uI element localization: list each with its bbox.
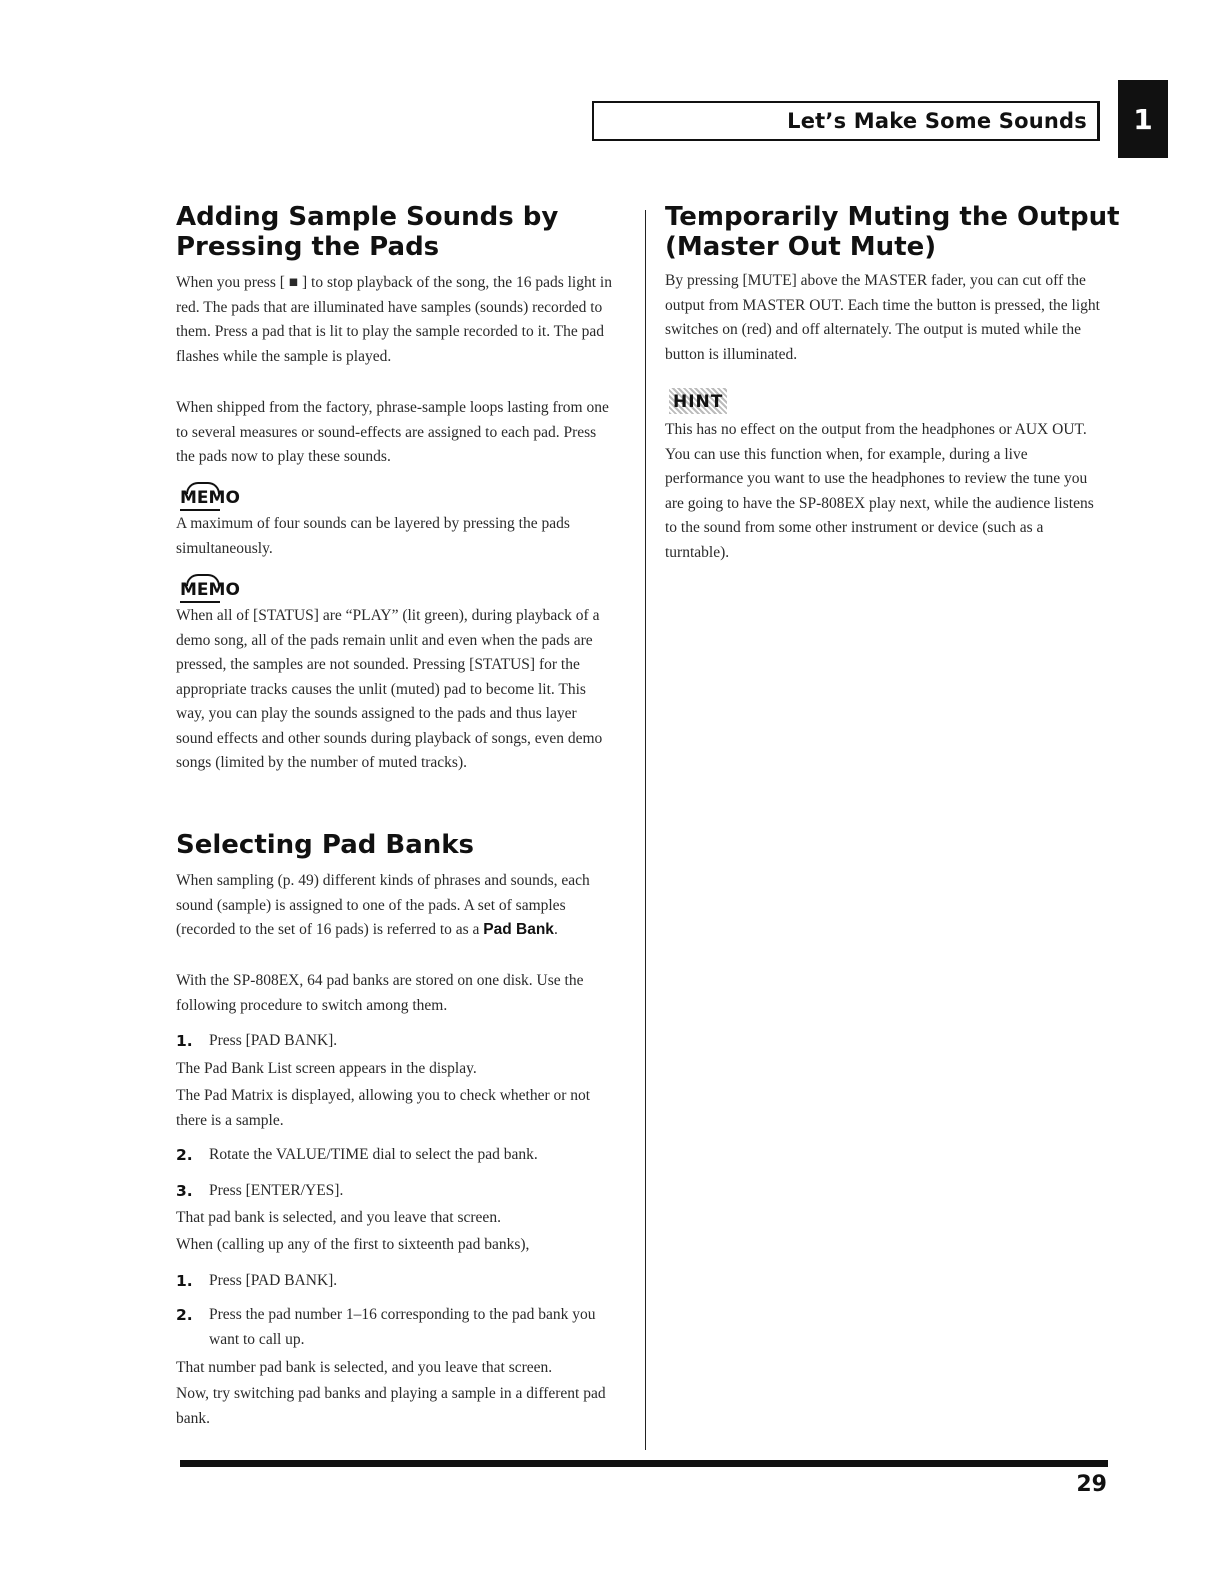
step-note: That pad bank is selected, and you leave that screen. <box>176 1209 501 1226</box>
step-number: 2. <box>176 1306 193 1324</box>
heading-master-out-mute <box>665 202 1125 262</box>
paragraph: By pressing [MUTE] above the MASTER fader, you can cut off the output from MASTER OUT. Each time the button is pressed, the light switches on (red) and off alternately. The output is muted while the button is illuminated. <box>665 272 1100 363</box>
memo-icon <box>180 580 240 600</box>
step <box>176 1143 616 1169</box>
step-text: Rotate the VALUE/TIME dial to select the pad bank. <box>209 1146 538 1163</box>
step-text: Press [ENTER/YES]. <box>209 1182 344 1199</box>
column-divider <box>645 210 646 1450</box>
chapter-number: 1 <box>1133 102 1153 136</box>
running-header <box>592 101 1100 141</box>
heading-line: Pressing the Pads <box>176 232 440 262</box>
step-text: Press [PAD BANK]. <box>209 1272 338 1289</box>
heading-line: Temporarily Muting the Output <box>665 202 1120 232</box>
heading-selecting-pad-banks: Selecting Pad Banks <box>176 830 475 860</box>
memo-label: MEMO <box>180 488 240 508</box>
step-number: 1. <box>176 1032 193 1050</box>
memo-label: MEMO <box>180 580 240 600</box>
chapter-tab <box>1118 80 1168 158</box>
paragraph: With the SP-808EX, 64 pad banks are stored on one disk. Use the following procedure to switch among them. <box>176 972 584 1014</box>
step <box>176 1303 616 1352</box>
step-text: Press [PAD BANK]. <box>209 1032 338 1049</box>
heading-adding-sample-sounds <box>176 202 636 262</box>
heading-line: (Master Out Mute) <box>665 232 937 262</box>
section-title: Let’s Make Some Sounds <box>787 109 1087 133</box>
page-number: 29 <box>1076 1472 1107 1497</box>
step-text: Press the pad number 1–16 corresponding to the pad bank you want to call up. <box>209 1306 596 1348</box>
step-number: 2. <box>176 1146 193 1164</box>
step-note: The Pad Bank List screen appears in the display. <box>176 1060 477 1077</box>
term-pad-bank: Pad Bank <box>483 921 554 938</box>
step <box>176 1029 616 1055</box>
step-note: Now, try switching pad banks and playing a sample in a different pad bank. <box>176 1385 606 1427</box>
step <box>176 1179 616 1205</box>
step <box>176 1269 616 1295</box>
hint-icon: HINT <box>669 388 727 414</box>
paragraph: When shipped from the factory, phrase-sample loops lasting from one to several measures or sound-effects are assigned to each pad. Press the pads now to play these sounds. <box>176 399 609 465</box>
hint-text: This has no effect on the output from the headphones or AUX OUT. You can use this function when, for example, during a live performance you want to use the headphones to review the tune you are going to have the SP-808EX play next, while the audience listens to the sound from some other instrument or device (such as a turntable). <box>665 421 1094 561</box>
step-note: That number pad bank is selected, and you leave that screen. <box>176 1359 553 1376</box>
step-number: 3. <box>176 1182 193 1200</box>
paragraph: When you press [ ■ ] to stop playback of the song, the 16 pads light in red. The pads that are illuminated have samples (sounds) recorded to them. Press a pad that is lit to play the sample recorded to it. The pad flashes while the sample is played. <box>176 274 612 365</box>
step-number: 1. <box>176 1272 193 1290</box>
step-note: When (calling up any of the first to sixteenth pad banks), <box>176 1236 530 1253</box>
heading-line: Adding Sample Sounds by <box>176 202 559 232</box>
text: When sampling (p. 49) different kinds of phrases and sounds, each sound (sample) is assigned to one of the pads. A set of samples (recorded to the set of 16 pads) is referred to as a <box>176 872 590 938</box>
memo-text: When all of [STATUS] are “PLAY” (lit green), during playback of a demo song, all of the pads remain unlit and even when the pads are pressed, the samples are not sounded. Pressing [STATUS] for the appropriate tracks causes the unlit (muted) pad to become lit. This way, you can play the sounds assigned to the pads and thus layer sound effects and other sounds during playback of songs, even demo songs (limited by the number of muted tracks). <box>176 607 603 771</box>
text: . <box>553 921 558 938</box>
paragraph <box>176 869 616 943</box>
step-note: The Pad Matrix is displayed, allowing you to check whether or not there is a sample. <box>176 1087 591 1129</box>
memo-icon <box>180 488 240 508</box>
footer-rule <box>180 1460 1108 1467</box>
memo-text: A maximum of four sounds can be layered by pressing the pads simultaneously. <box>176 515 570 557</box>
